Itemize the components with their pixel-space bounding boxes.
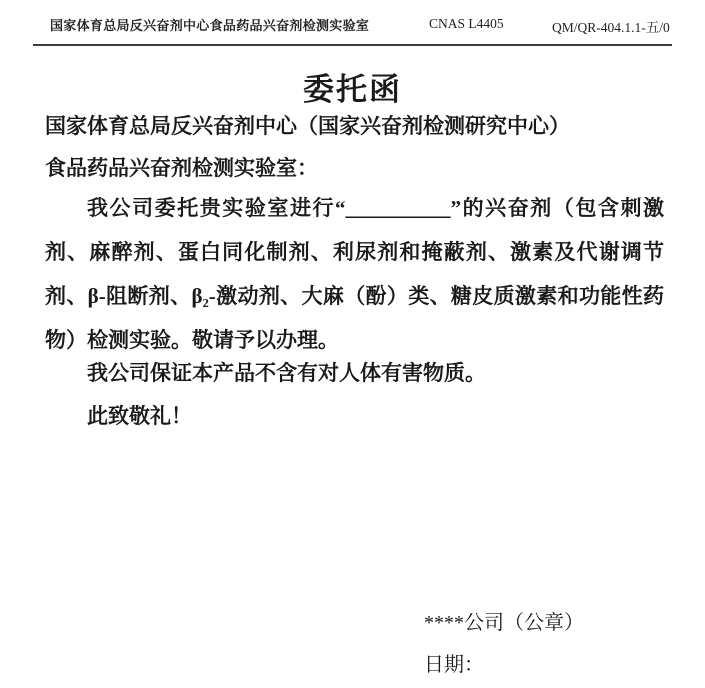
entrustment-request-paragraph: 我公司委托贵实验室进行“__________”的兴奋剂（包含刺激剂、麻醉剂、蛋白同化制剂、利尿剂和掩蔽剂、激素及代谢调节剂、β-阻断剂、β₂-激动剂、大麻（酚）类、糖皮质激素和功能性药物）检测实验。敬请予以办理。 xyxy=(45,196,664,352)
recipient-center-name: 国家体育总局反兴奋剂中心（国家兴奋剂检测研究中心） xyxy=(45,114,570,138)
recipient-laboratory-name: 食品药品兴奋剂检测实验室： xyxy=(45,156,318,180)
signature-company-seal-line: ****公司（公章） xyxy=(424,612,584,634)
header-document-number: QM/QR-404.1.1-五/0 xyxy=(552,20,670,35)
header-divider-rule xyxy=(33,44,672,46)
product-safety-guarantee: 我公司保证本产品不含有对人体有害物质。 xyxy=(87,361,486,385)
signature-date-label: 日期： xyxy=(424,654,484,676)
document-title: 委托函 xyxy=(303,72,402,107)
header-cnas-accreditation-code: CNAS L4405 xyxy=(429,16,504,31)
header-lab-name: 国家体育总局反兴奋剂中心食品药品兴奋剂检测实验室 xyxy=(50,18,370,33)
closing-salutation: 此致敬礼！ xyxy=(87,404,192,428)
